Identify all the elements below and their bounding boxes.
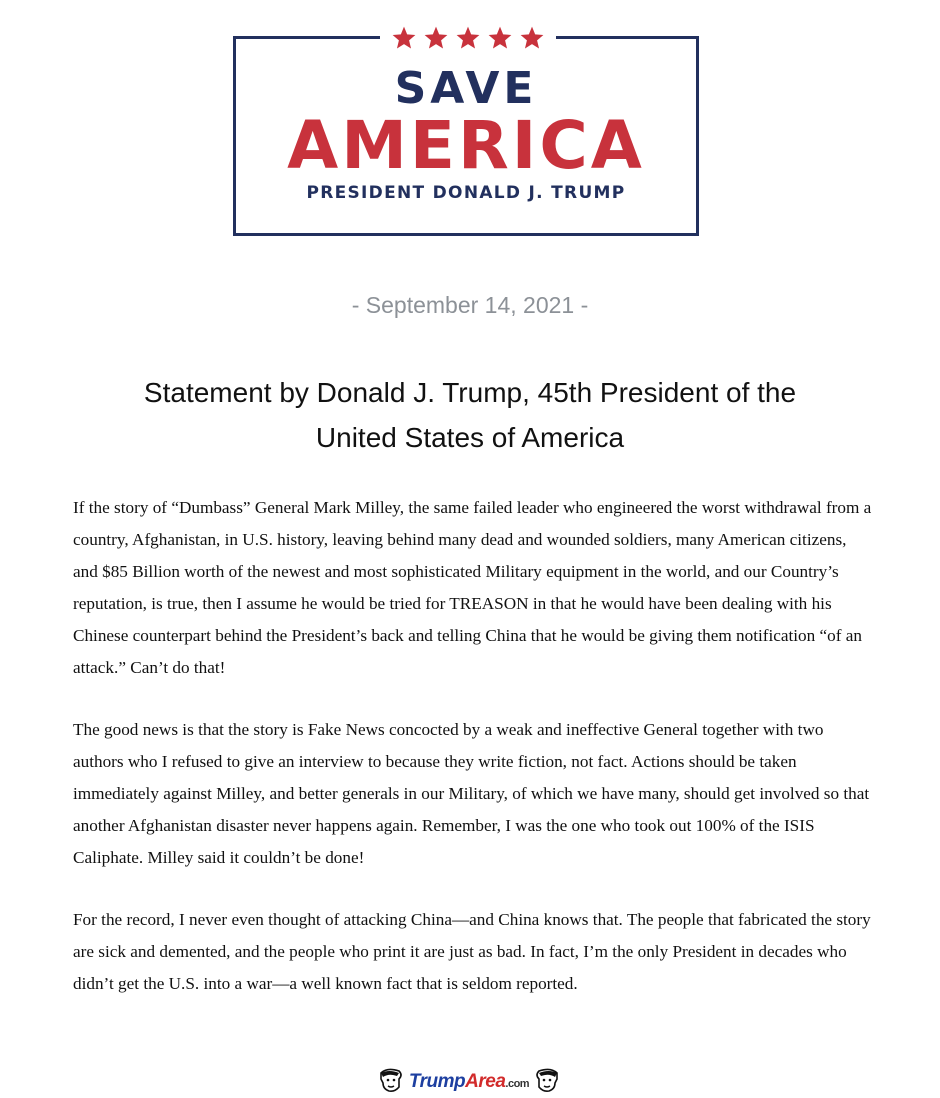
star-icon [519,25,545,51]
star-icon [487,25,513,51]
logo-america-text: AMERICA [287,107,645,184]
star-icon [455,25,481,51]
logo-stars [380,22,556,54]
star-icon [423,25,449,51]
paragraph-3: For the record, I never even thought of attacking China—and China knows that. The people that fabricated the story are sick and demented, and the people who print it are just as bad. In fact, I’m the only President in decades who didn’t get the U.S. into a war—a well known fact that is seldom reported. [73,910,871,993]
paragraph-1: If the story of “Dumbass” General Mark Milley, the same failed leader who engineered the worst withdrawal from a country, Afghanistan, in U.S. history, leaving behind many dead and wounded soldiers, many American citizens, and $85 Billion worth of the newest and most sophisticated Military equipment in the world, and our Country’s reputation, is true, then I assume he would be tried for TREASON in that he would have been dealing with his Chinese counterpart behind the President’s back and telling China that he would be giving them notification “of an attack.” Can’t do that! [73,498,872,677]
title-line-1: Statement by Donald J. Trump, 45th President of the [143,377,797,408]
statement-body [73,492,873,1030]
statement-date: - September 14, 2021 - [351,292,589,318]
watermark [356,1068,582,1096]
logo-subtitle: PRESIDENT DONALD J. TRUMP [306,183,626,203]
paragraph-2: The good news is that the story is Fake News concocted by a weak and ineffective General together with two authors who I refused to give an interview to because they write fiction, not fact. Actions should be taken immediately against Milley, and better generals in our Military, of which we have many, should get involved so that another Afghanistan disaster never happens again. Remember, I was the one who took out 100% of the ISIS Caliphate. Milley said it couldn’t be done! [73,720,870,867]
watermark-logo: TrumpArea.com [408,1071,530,1092]
caricature-face-icon [533,1067,561,1098]
star-icon [391,25,417,51]
caricature-face-icon [377,1067,405,1098]
logo-save-text: SAVE [394,63,538,114]
statement-title [90,370,850,460]
title-line-2: United States of America [315,422,625,453]
